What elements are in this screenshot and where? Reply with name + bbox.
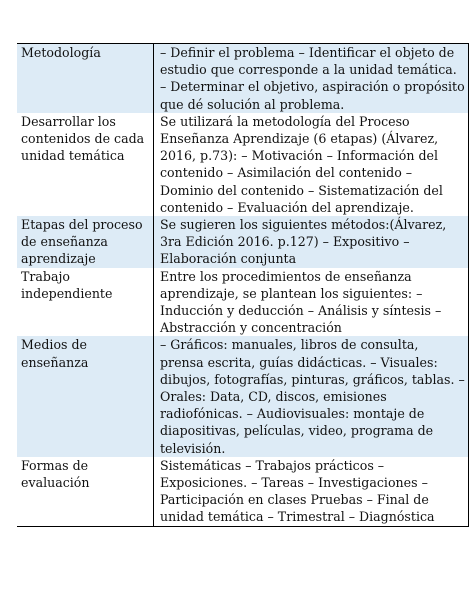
row-label: Medios de enseñanza — [17, 336, 154, 456]
table-row — [17, 216, 469, 268]
row-content: Entre los procedimientos de enseñanza aprendizaje, se plantean los siguientes: – Inducción y deducción – Análisis y síntesis – Abstracción y concentración — [154, 268, 469, 337]
table-row — [17, 268, 469, 337]
table-row — [17, 457, 469, 526]
row-content: Sistemáticas – Trabajos prácticos – Exposiciones. – Tareas – Investigaciones – Participación en clases Pruebas – Final de unidad temática – Trimestral – Diagnóstica — [154, 457, 469, 526]
row-label: Desarrollar los contenidos de cada unidad temática — [17, 113, 154, 216]
row-label: Formas de evaluación — [17, 457, 154, 526]
row-content: Se utilizará la metodología del Proceso Enseñanza Aprendizaje (6 etapas) (Álvarez, 2016, p.73): – Motivación – Información del contenido – Asimilación del contenido – Dominio del contenido – Sistematización del contenido – Evaluación del aprendizaje. — [154, 113, 469, 216]
row-content: – Definir el problema – Identificar el objeto de estudio que corresponde a la unidad temática. – Determinar el objetivo, aspiración o propósito que dé solución al problema. — [154, 44, 469, 113]
row-label: Trabajo independiente — [17, 268, 154, 337]
table-row — [17, 113, 469, 216]
methodology-table — [17, 43, 469, 527]
row-content: – Gráficos: manuales, libros de consulta, prensa escrita, guías didácticas. – Visuales: dibujos, fotografías, pinturas, gráficos, tablas. – Orales: Data, CD, discos, emisiones radiofónicas. – Audiovisuales: montaje de diapositivas, películas, video, programa de televisión. — [154, 336, 469, 456]
row-label: Metodología — [17, 44, 154, 113]
table-row — [17, 44, 469, 113]
row-label: Etapas del proceso de enseñanza aprendizaje — [17, 216, 154, 268]
row-content: Se sugieren los siguientes métodos:(Álvarez, 3ra Edición 2016. p.127) – Expositivo – Elaboración conjunta — [154, 216, 469, 268]
table-row — [17, 336, 469, 456]
